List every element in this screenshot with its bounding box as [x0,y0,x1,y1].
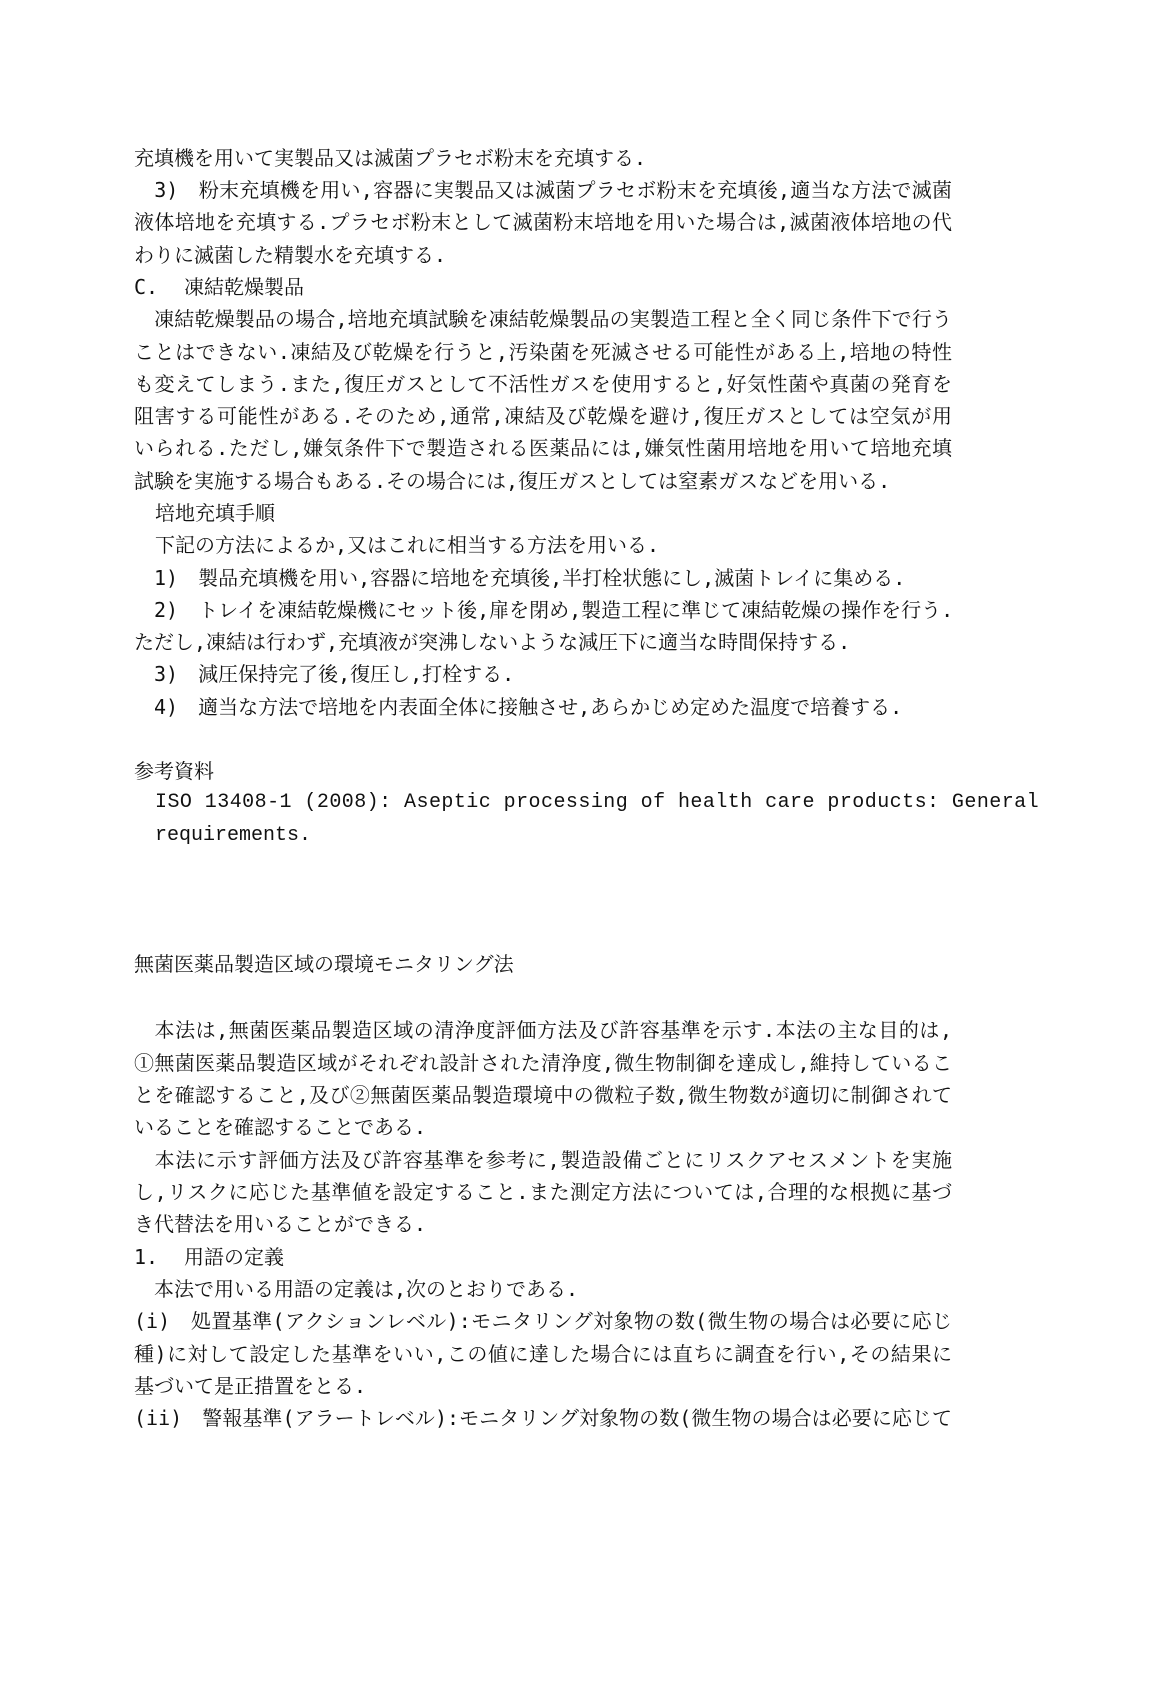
heading-number: C. [134,275,159,299]
text-line: 阻害する可能性がある.そのため,通常,凍結及び乾燥を避け,復圧ガスとしては空気が用 [134,404,952,428]
heading-number: 1. [134,1245,159,1269]
step-line: 1) 製品充填機を用い,容器に培地を充填後,半打栓状態にし,滅菌トレイに集める. [134,566,906,590]
text-line: 3) 粉末充填機を用い,容器に実製品又は滅菌プラセボ粉末を充填後,適当な方法で滅菌 [134,178,952,202]
definition-line: 基づいて是正措置をとる. [134,1374,367,1398]
text-line: 凍結乾燥製品の場合,培地充填試験を凍結乾燥製品の実製造工程と全く同じ条件下で行う [134,307,952,331]
text-line: ①無菌医薬品製造区域がそれぞれ設計された清浄度,微生物制御を達成し,維持しているこ [134,1051,952,1075]
text-line: いることを確認することである. [134,1115,427,1139]
section-heading-c [134,275,952,299]
reference-line: requirements. [155,824,312,847]
heading-text: 用語の定義 [184,1245,284,1269]
text-line: 本法に示す評価方法及び許容基準を参考に,製造設備ごとにリスクアセスメントを実施 [134,1148,952,1172]
heading-text: 凍結乾燥製品 [184,275,304,299]
definitions-heading [134,1245,952,1269]
step-line: ただし,凍結は行わず,充填液が突沸しないような減圧下に適当な時間保持する. [134,630,851,654]
definition-line: (i) 処置基準(アクションレベル):モニタリング対象物の数(微生物の場合は必要に応じ [134,1309,952,1333]
procedure-heading: 培地充填手順 [155,501,275,525]
text-line: ことはできない.凍結及び乾燥を行うと,汚染菌を死滅させる可能性がある上,培地の特性 [134,340,952,364]
reference-line: ISO 13408-1 (2008): Aseptic processing of health care products: General [155,791,1040,814]
section-title: 無菌医薬品製造区域の環境モニタリング法 [134,952,514,976]
text-line: 本法は,無菌医薬品製造区域の清浄度評価方法及び許容基準を示す.本法の主な目的は, [134,1018,952,1042]
text-line: 液体培地を充填する.プラセボ粉末として滅菌粉末培地を用いた場合は,滅菌液体培地の代 [134,210,952,234]
references-heading: 参考資料 [134,759,214,783]
definition-line: (ii) 警報基準(アラートレベル):モニタリング対象物の数(微生物の場合は必要に応じて [134,1406,952,1430]
step-line: 3) 減圧保持完了後,復圧し,打栓する. [134,662,515,686]
text-line: 試験を実施する場合もある.その場合には,復圧ガスとしては窒素ガスなどを用いる. [134,469,891,493]
definition-line: 種)に対して設定した基準をいい,この値に達した場合には直ちに調査を行い,その結果に [134,1342,952,1366]
step-line: 4) 適当な方法で培地を内表面全体に接触させ,あらかじめ定めた温度で培養する. [134,695,903,719]
step-line: 2) トレイを凍結乾燥機にセット後,扉を閉め,製造工程に準じて凍結乾燥の操作を行う. [134,598,954,622]
text-line: 本法で用いる用語の定義は,次のとおりである. [134,1277,579,1301]
text-line: し,リスクに応じた基準値を設定すること.また測定方法については,合理的な根拠に基づ [134,1180,952,1204]
text-line: 充填機を用いて実製品又は滅菌プラセボ粉末を充填する. [134,146,647,170]
text-line: とを確認すること,及び②無菌医薬品製造環境中の微粒子数,微生物数が適切に制御されて [134,1083,952,1107]
text-line: き代替法を用いることができる. [134,1212,427,1236]
text-line: 下記の方法によるか,又はこれに相当する方法を用いる. [155,533,660,557]
text-line: も変えてしまう.また,復圧ガスとして不活性ガスを使用すると,好気性菌や真菌の発育を [134,372,952,396]
text-line: わりに滅菌した精製水を充填する. [134,243,447,267]
text-line: いられる.ただし,嫌気条件下で製造される医薬品には,嫌気性菌用培地を用いて培地充填 [134,436,952,460]
